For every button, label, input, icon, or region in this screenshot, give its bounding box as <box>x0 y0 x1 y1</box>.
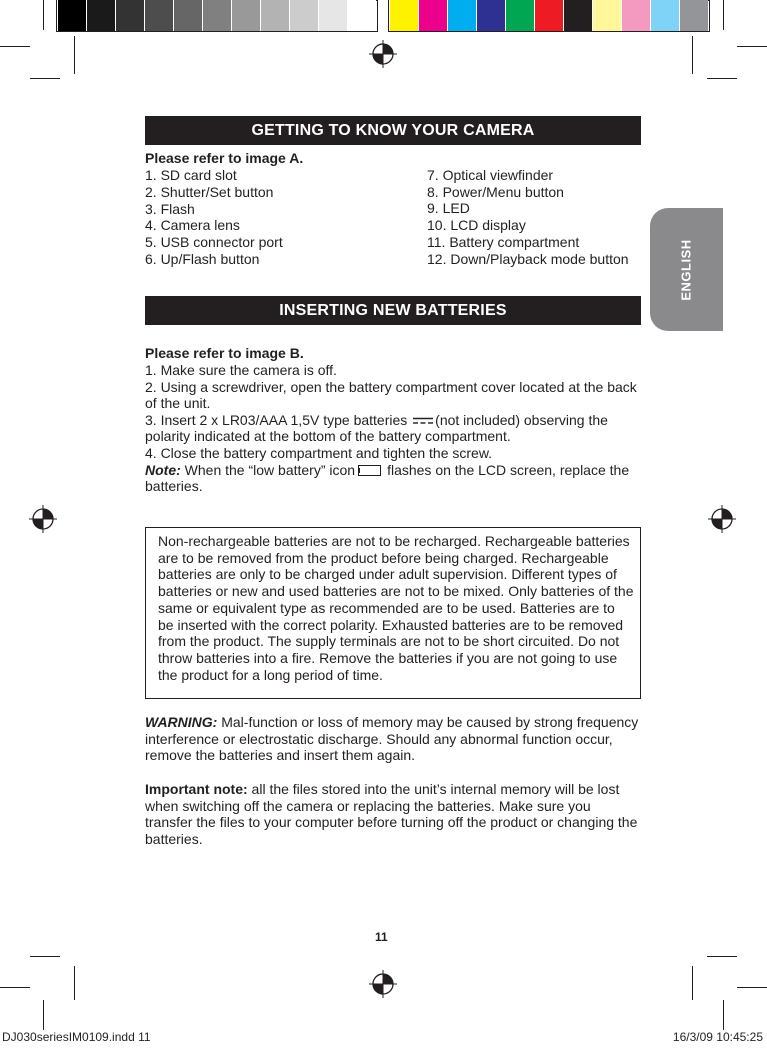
list-item: 5. USB connector port <box>145 234 283 250</box>
crop-mark <box>74 36 75 74</box>
color-swatch <box>347 0 376 31</box>
list-item: 3. Flash <box>145 201 195 217</box>
color-swatch <box>202 0 231 31</box>
footer-timestamp: 16/3/09 10:45:25 <box>672 1030 763 1044</box>
list-item: 4. Camera lens <box>145 217 240 233</box>
registration-mark-icon <box>369 40 397 68</box>
color-swatch <box>144 0 173 31</box>
step-3-text-b: (not included) observing the polarity indicated at the bottom of the battery compartment. <box>145 411 608 445</box>
color-swatch <box>318 0 347 31</box>
crop-mark <box>737 987 767 988</box>
color-swatch <box>621 0 650 31</box>
list-item: 2. Shutter/Set button <box>145 184 274 200</box>
crop-mark <box>723 1000 724 1030</box>
section-title-getting-to-know: GETTING TO KNOW YOUR CAMERA <box>145 116 641 145</box>
registration-mark-icon <box>708 505 736 533</box>
section-title-inserting-batteries: INSERTING NEW BATTERIES <box>145 296 641 325</box>
crop-mark <box>30 956 60 957</box>
color-swatch <box>173 0 202 31</box>
note-text-b: flashes on the LCD screen, replace the batteries. <box>145 461 630 495</box>
note-label: Note: <box>145 461 181 478</box>
section1-intro: Please refer to image A. <box>145 150 304 166</box>
language-tab-label: ENGLISH <box>678 239 694 301</box>
list-item: 11. Battery compartment <box>427 234 580 250</box>
step-2: 2. Using a screwdriver, open the battery compartment cover located at the back of the unit. <box>145 378 637 412</box>
footer-file-name: DJ030seriesIM0109.indd 11 <box>2 1030 151 1044</box>
crop-mark <box>692 966 693 1000</box>
registration-mark-icon <box>369 970 397 998</box>
step-3-text-a: 3. Insert 2 x LR03/AAA 1,5V type batteries <box>145 411 408 428</box>
color-swatch <box>505 0 534 31</box>
color-swatch <box>447 0 476 31</box>
list-item: 7. Optical viewfinder <box>427 167 554 183</box>
important-note-text: all the files stored into the unit’s internal memory will be lost when switching off the camera or replacing the batteries. Make sure you transfer the files to your computer before turning off the product or changing the batteries. <box>145 781 638 847</box>
color-swatch <box>592 0 621 31</box>
note-text-a: When the “low battery” icon <box>184 461 356 478</box>
battery-instructions <box>145 362 641 495</box>
color-swatch <box>231 0 260 31</box>
crop-mark <box>43 0 44 30</box>
list-item: 1. SD card slot <box>145 167 237 183</box>
list-item: 10. LCD display <box>427 217 526 233</box>
step-1: 1. Make sure the camera is off. <box>145 362 337 378</box>
step-3 <box>145 412 641 445</box>
color-swatch <box>563 0 592 31</box>
important-note-label: Important note: <box>145 781 248 797</box>
crop-mark <box>43 1000 44 1030</box>
color-swatch <box>86 0 115 31</box>
section2-intro: Please refer to image B. <box>145 345 304 361</box>
warning-paragraph <box>145 714 641 764</box>
battery-safety-text: Non-rechargeable batteries are not to be recharged. Rechargeable batteries are to be removed from the product before being charged. Rechargeable batteries are only to be charged under adult supervision. Different types of batteries or new and used batteries are not to be mixed. Only batteries of the same or equivalent type as recommended are to be used. Batteries are to be inserted with the correct polarity. Exhausted batteries are to be removed from the product. The supply terminals are not to be short circuited. Do not throw batteries into a fire. Remove the batteries if you are not going to use the product for a long period of time. <box>158 533 634 683</box>
color-swatch <box>418 0 447 31</box>
crop-mark <box>707 956 737 957</box>
low-battery-icon <box>358 465 384 476</box>
color-swatch <box>57 0 86 31</box>
warning-label: WARNING: <box>145 714 218 730</box>
note <box>145 462 641 495</box>
warning-text: Mal-function or loss of memory may be caused by strong frequency interference or electrostatic discharge. Should any abnormal function occur, remove the batteries and insert them again. <box>145 714 639 763</box>
step-4: 4. Close the battery compartment and tighten the screw. <box>145 444 493 461</box>
list-item: 9. LED <box>427 200 470 216</box>
crop-mark <box>692 36 693 74</box>
color-swatch <box>679 0 708 31</box>
color-swatch <box>389 0 418 31</box>
registration-mark-icon <box>29 505 57 533</box>
crop-mark <box>707 78 737 79</box>
crop-mark <box>723 0 724 30</box>
color-swatch <box>534 0 563 31</box>
dc-symbol-icon <box>413 417 433 425</box>
color-swatch <box>650 0 679 31</box>
color-swatch <box>289 0 318 31</box>
color-swatch <box>115 0 144 31</box>
crop-mark <box>30 78 60 79</box>
crop-mark <box>0 46 30 47</box>
list-item: 6. Up/Flash button <box>145 251 260 267</box>
color-swatch <box>476 0 505 31</box>
important-note-paragraph <box>145 781 641 847</box>
list-item: 8. Power/Menu button <box>427 184 564 200</box>
color-swatch <box>260 0 289 31</box>
crop-mark <box>0 987 30 988</box>
crop-mark <box>74 966 75 1000</box>
list-item: 12. Down/Playback mode button <box>427 251 629 267</box>
crop-mark <box>737 46 767 47</box>
page-number: 11 <box>375 930 388 944</box>
